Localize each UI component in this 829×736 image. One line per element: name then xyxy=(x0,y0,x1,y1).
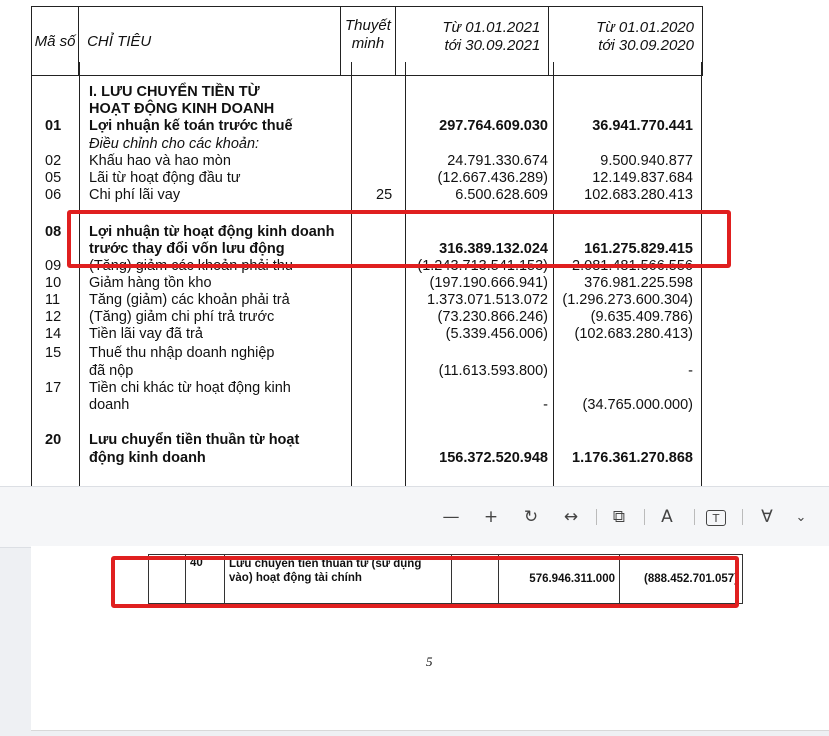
document-page-bottom xyxy=(31,546,829,731)
rotate-icon: ↻ xyxy=(523,507,539,527)
row-code-label: 40 xyxy=(190,557,203,569)
table-divider-v1 xyxy=(553,62,554,486)
header-period-2020-line1: Từ 01.01.2020 xyxy=(596,19,694,36)
row-value-2021: 6.500.628.609 xyxy=(455,187,548,203)
fit-width-button[interactable] xyxy=(558,505,584,529)
row-value-2020: 12.149.837.684 xyxy=(592,170,693,186)
row-code: 05 xyxy=(45,170,62,186)
pdf-viewer-toolbar xyxy=(0,486,829,548)
row-value-2021: (73.230.866.246) xyxy=(437,309,548,325)
table-border-right xyxy=(701,62,702,486)
header-period-2020 xyxy=(549,7,703,76)
row-text: trước thay đổi vốn lưu động xyxy=(89,241,285,257)
highlight-box-financing xyxy=(111,556,739,608)
draw-icon: ∀ xyxy=(761,507,773,527)
header-period-2021-line1: Từ 01.01.2021 xyxy=(442,19,541,36)
header-thuyet-minh xyxy=(341,7,395,76)
row-text: Giảm hàng tồn kho xyxy=(89,275,212,291)
row-value-2020: 376.981.225.598 xyxy=(584,275,693,291)
row-code: 09 xyxy=(45,258,62,274)
rotate-button[interactable] xyxy=(518,505,544,529)
row-value-2021: (197.190.666.941) xyxy=(429,275,548,291)
row-text: Khấu hao và hao mòn xyxy=(89,153,231,169)
zoom-out-button[interactable] xyxy=(438,505,464,529)
header-period-2021 xyxy=(395,7,549,76)
row-text: động kinh doanh xyxy=(89,450,206,466)
header-thuyet-minh-line1: Thuyết xyxy=(345,17,391,34)
row-text: I. LƯU CHUYỂN TIỀN TỪ xyxy=(89,84,260,100)
row-value-2021: 24.791.330.674 xyxy=(447,153,548,169)
row-text: doanh xyxy=(89,397,130,413)
row-text: Tiền lãi vay đã trả xyxy=(89,326,203,342)
row-code: 20 xyxy=(45,432,62,448)
text-icon: T xyxy=(712,511,720,525)
page-view-button[interactable] xyxy=(606,505,632,529)
table-divider-note xyxy=(405,62,406,486)
header-ma-so-label: Mã số xyxy=(34,32,76,50)
read-aloud-button[interactable] xyxy=(654,505,680,529)
row-code: 15 xyxy=(45,345,62,361)
row-code: 17 xyxy=(45,380,62,396)
row-text: Tiền chi khác từ hoạt động kinh xyxy=(89,380,291,396)
row-value-2021-label: 576.946.311.000 xyxy=(529,573,615,585)
row-value-2020: 36.941.770.441 xyxy=(592,118,693,134)
row-value-2020: (102.683.280.413) xyxy=(574,326,693,342)
row-text: Tăng (giảm) các khoản phải trả xyxy=(89,292,290,308)
row-value-2020: 161.275.829.415 xyxy=(584,241,693,257)
row-value-2020: 9.500.940.877 xyxy=(600,153,693,169)
fit-width-icon: ↔ xyxy=(563,507,579,527)
header-chi-tieu-label: CHỈ TIÊU xyxy=(87,32,152,50)
header-chi-tieu xyxy=(79,7,341,76)
row-value-2021: 156.372.520.948 xyxy=(439,450,548,466)
page-view-icon: ⧉ xyxy=(612,507,626,527)
row-code: 12 xyxy=(45,309,62,325)
row-code: 06 xyxy=(45,187,62,203)
row-code: 11 xyxy=(45,292,61,308)
read-aloud-icon: A xyxy=(661,507,673,527)
row-value-2020: - xyxy=(688,363,693,379)
toolbar-separator xyxy=(742,509,743,525)
row-value-2020: 1.176.361.270.868 xyxy=(572,450,693,466)
page-number: 5 xyxy=(426,654,433,669)
toolbar-separator xyxy=(596,509,597,525)
draw-options-dropdown[interactable] xyxy=(788,505,814,529)
minus-icon: — xyxy=(442,507,460,527)
row-value-2020: 102.683.280.413 xyxy=(584,187,693,203)
highlight-box-operating-profit xyxy=(67,210,731,268)
header-thuyet-minh-line2: minh xyxy=(351,35,385,52)
row-code: 08 xyxy=(45,224,62,240)
row-value-2020-label: (888.452.701.057) xyxy=(644,573,738,585)
row-text: Lợi nhuận từ hoạt động kinh doanh xyxy=(89,224,335,240)
row-text: Điều chỉnh cho các khoản: xyxy=(89,136,260,152)
add-text-button[interactable] xyxy=(706,510,726,526)
row-value-2021: (12.667.436.289) xyxy=(437,170,548,186)
toolbar-separator xyxy=(694,509,695,525)
row-value-2021: - xyxy=(543,397,548,413)
row-text: Thuế thu nhập doanh nghiệp xyxy=(89,345,275,361)
row-value-2021: (1.243.713.541.153) xyxy=(417,258,548,274)
row-code: 01 xyxy=(45,118,62,134)
row-value-2021: 297.764.609.030 xyxy=(439,118,548,134)
cash-flow-table xyxy=(31,6,703,76)
draw-button[interactable] xyxy=(754,505,780,529)
header-period-2020-line2: tới 30.09.2020 xyxy=(598,37,694,54)
row-text: Chi phí lãi vay xyxy=(89,187,181,203)
header-ma-so xyxy=(32,7,79,76)
row-text: (Tăng) giảm các khoản phải thu xyxy=(89,258,293,274)
row-text: HOẠT ĐỘNG KINH DOANH xyxy=(89,101,275,117)
zoom-in-button[interactable] xyxy=(478,505,504,529)
row-value-2020: (1.296.273.600.304) xyxy=(562,292,693,308)
row-text: Lưu chuyển tiền thuần từ hoạt xyxy=(89,432,300,448)
chevron-down-icon: ⌄ xyxy=(795,509,807,525)
header-period-2021-line2: tới 30.09.2021 xyxy=(444,37,541,54)
row-value-2021: (5.339.456.006) xyxy=(445,326,548,342)
row-note: 25 xyxy=(376,187,393,203)
row-value-2020: (9.635.409.786) xyxy=(590,309,693,325)
row-code: 02 xyxy=(45,153,62,169)
table-divider-code xyxy=(79,62,80,486)
table-border-left xyxy=(31,62,32,486)
row-value-2021: 316.389.132.024 xyxy=(439,241,548,257)
table-header-row xyxy=(32,7,703,76)
row-value-2021: (11.613.593.800) xyxy=(438,363,548,379)
row-code: 14 xyxy=(45,326,62,342)
row-text: đã nộp xyxy=(89,363,134,379)
row-value-2020: 2.081.481.566.556 xyxy=(572,258,693,274)
row-text: (Tăng) giảm chi phí trả trước xyxy=(89,309,275,325)
row-value-2020: (34.765.000.000) xyxy=(582,397,693,413)
row-text-line2: vào) hoạt động tài chính xyxy=(229,572,362,584)
row-text: Lợi nhuận kế toán trước thuế xyxy=(89,118,293,134)
table-divider-text xyxy=(351,62,352,486)
row-text: Lãi từ hoạt động đầu tư xyxy=(89,170,241,186)
row-code: 10 xyxy=(45,275,62,291)
row-text-line1: Lưu chuyển tiền thuần từ (sử dụng xyxy=(229,558,422,570)
plus-icon: + xyxy=(483,507,499,527)
toolbar-separator xyxy=(644,509,645,525)
row-value-2021: 1.373.071.513.072 xyxy=(427,292,548,308)
